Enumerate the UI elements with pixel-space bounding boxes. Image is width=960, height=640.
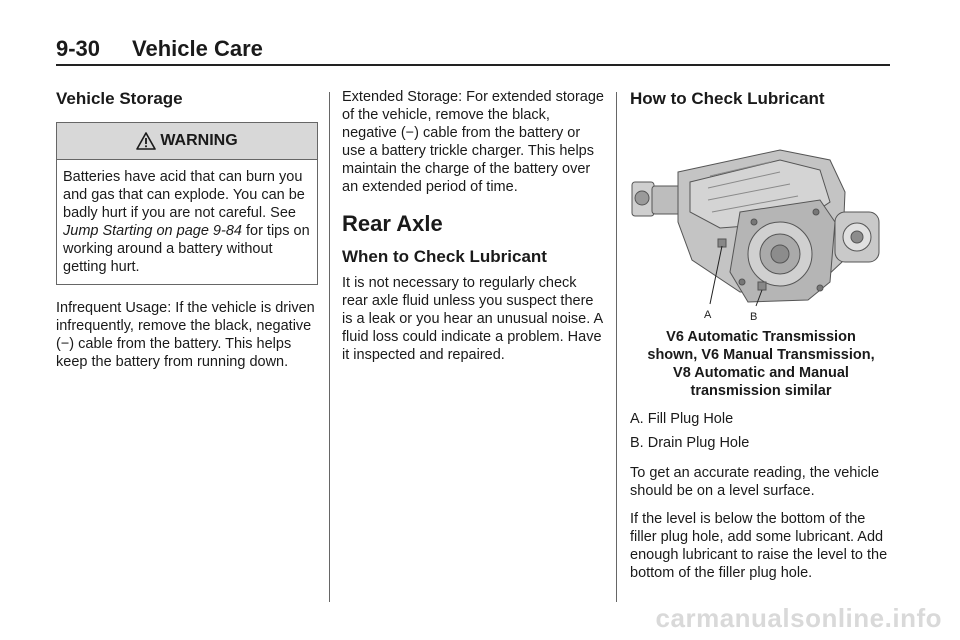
when-to-check-paragraph: It is not necessary to regularly check rear axle fluid unless you suspect there is a leak or you hear an unusual noise. A fluid loss could indicate a problem. Have it inspected and repaired.: [342, 275, 603, 363]
figure-label-a: A: [704, 309, 712, 321]
legend-item-fill-plug: A. Fill Plug Hole: [630, 411, 734, 427]
caption-line: transmission similar: [690, 383, 832, 399]
infrequent-usage-paragraph: Infrequent Usage: If the vehicle is driven infrequently, remove the black, negative (−) cable from the battery. This helps keep the battery from running down.: [56, 300, 315, 370]
warning-text: [57, 160, 317, 284]
caption-line: shown, V6 Manual Transmission,: [647, 347, 875, 363]
column-left: [56, 88, 318, 371]
rear-axle-illustration: [630, 142, 892, 322]
caption-line: V6 Automatic Transmission: [666, 329, 856, 345]
figure-legend: [630, 410, 892, 452]
section-title: Vehicle Care: [132, 36, 263, 61]
figure-label-b: B: [750, 311, 758, 322]
level-surface-paragraph: To get an accurate reading, the vehicle should be on a level surface.: [630, 465, 880, 499]
vehicle-storage-heading: Vehicle Storage: [56, 89, 183, 108]
caption-line: V8 Automatic and Manual: [673, 365, 849, 381]
warning-cross-reference: Jump Starting on page 9-84: [63, 223, 242, 239]
how-to-check-heading: How to Check Lubricant: [630, 89, 825, 108]
column-divider: [329, 92, 330, 602]
figure-caption: [630, 328, 892, 400]
add-lubricant-paragraph: If the level is below the bottom of the filler plug hole, add some lubricant. Add enough lubricant to raise the level to the bottom of the filler plug hole.: [630, 511, 888, 581]
rear-axle-drawing: [630, 142, 892, 322]
warning-box: [56, 122, 318, 285]
warning-text-part: Batteries have acid that can burn you and gas that can explode. You can be badly hurt if you are not careful. See: [63, 169, 305, 221]
column-middle: [342, 88, 604, 364]
page-number: 9-30: [56, 36, 101, 61]
rear-axle-heading: Rear Axle: [342, 211, 443, 236]
legend-item-drain-plug: B. Drain Plug Hole: [630, 435, 750, 451]
watermark: carmanualsonline.info: [655, 603, 942, 633]
column-right: [630, 88, 892, 582]
warning-title: WARNING: [160, 132, 238, 149]
warning-text-part: for tips on working around a battery without getting hurt.: [63, 223, 310, 275]
extended-storage-paragraph: Extended Storage: For extended storage of the vehicle, remove the black, negative (−) cable from the battery or use a battery trickle charger. This helps maintain the charge of the battery over an extended period of time.: [342, 89, 604, 195]
column-divider: [616, 92, 617, 602]
page-header: [56, 34, 890, 66]
warning-header: [57, 123, 317, 160]
warning-triangle-icon: [136, 132, 156, 150]
when-to-check-heading: When to Check Lubricant: [342, 247, 547, 266]
